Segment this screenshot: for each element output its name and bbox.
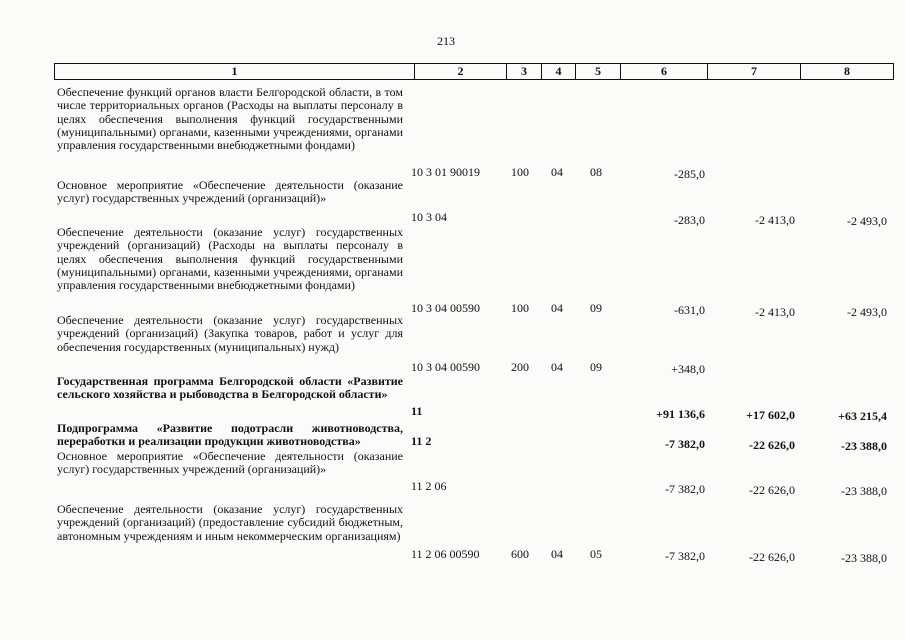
- row-col-5: 08: [590, 165, 602, 179]
- row-code: 11 2 06: [411, 479, 447, 493]
- header-col-5: 5: [576, 64, 621, 79]
- row-description: Основное мероприятие «Обеспечение деятельности (оказание услуг) государственных учреждений (организаций)»: [57, 178, 403, 206]
- row-description: Обеспечение деятельности (оказание услуг) государственных учреждений (организаций) (Закупка товаров, работ и услуг для обеспечения государственных (муниципальных) нужд): [57, 313, 403, 354]
- row-code: 10 3 01 90019: [411, 165, 480, 179]
- row-col-8: -23 388,0: [841, 439, 887, 453]
- row-col-6: -7 382,0: [665, 549, 705, 563]
- row-description: Обеспечение функций органов власти Белгородской области, в том числе территориальных органов (Расходы на выплаты персоналу в целях обеспечения выполнения функций государственными (муниципальными) органами, казенными учреждениями, органами управления государственными внебюджетными фондами): [57, 85, 403, 153]
- row-col-6: -283,0: [674, 213, 705, 227]
- row-col-3: 100: [511, 165, 529, 179]
- row-col-7: -2 413,0: [755, 213, 795, 227]
- header-col-7: 7: [708, 64, 801, 79]
- row-code: 11: [411, 404, 423, 418]
- row-col-8: -23 388,0: [841, 484, 887, 498]
- header-col-8: 8: [844, 64, 850, 78]
- page-number: 213: [437, 34, 455, 48]
- row-col-6: +348,0: [671, 362, 705, 376]
- row-col-8: -2 493,0: [847, 214, 887, 228]
- row-col-6: -7 382,0: [665, 437, 705, 451]
- row-col-7: -22 626,0: [749, 438, 795, 452]
- row-col-4: 04: [551, 301, 563, 315]
- row-description: Подпрограмма «Развитие подотрасли животноводства, переработки и реализации продукции животноводства»: [57, 421, 403, 449]
- row-col-4: 04: [551, 547, 563, 561]
- row-col-6: +91 136,6: [656, 407, 705, 421]
- header-col-1: 1: [55, 64, 415, 79]
- row-code: 10 3 04 00590: [411, 301, 480, 315]
- row-col-6: -631,0: [674, 303, 705, 317]
- row-description: Государственная программа Белгородской области «Развитие сельского хозяйства и рыбоводства в Белгородской области»: [57, 374, 403, 402]
- row-code: 11 2: [411, 434, 432, 448]
- header-col-2: 2: [415, 64, 507, 79]
- row-col-7: +17 602,0: [746, 408, 795, 422]
- row-col-3: 600: [511, 547, 529, 561]
- row-description: Основное мероприятие «Обеспечение деятельности (оказание услуг) государственных учреждений (организаций)»: [57, 449, 403, 477]
- row-col-7: -22 626,0: [749, 483, 795, 497]
- row-description: Обеспечение деятельности (оказание услуг) государственных учреждений (организаций) (предоставление субсидий бюджетным, автономным учреждениям и иным некоммерческим организациям): [57, 502, 403, 543]
- row-col-5: 09: [590, 360, 602, 374]
- header-col-3: 3: [507, 64, 542, 79]
- row-col-8: -23 388,0: [841, 551, 887, 565]
- header-col-6: 6: [621, 64, 708, 79]
- row-code: 10 3 04 00590: [411, 360, 480, 374]
- row-code: 11 2 06 00590: [411, 547, 480, 561]
- row-col-3: 200: [511, 360, 529, 374]
- row-col-7: -2 413,0: [755, 305, 795, 319]
- row-col-5: 09: [590, 301, 602, 315]
- row-col-6: -7 382,0: [665, 482, 705, 496]
- row-col-8: -2 493,0: [847, 305, 887, 319]
- row-code: 10 3 04: [411, 210, 447, 224]
- row-col-3: 100: [511, 301, 529, 315]
- row-col-4: 04: [551, 165, 563, 179]
- row-col-5: 05: [590, 547, 602, 561]
- table-header: [54, 63, 894, 80]
- row-col-8: +63 215,4: [838, 409, 887, 423]
- row-col-6: -285,0: [674, 167, 705, 181]
- row-col-7: -22 626,0: [749, 550, 795, 564]
- row-col-4: 04: [551, 360, 563, 374]
- row-description: Обеспечение деятельности (оказание услуг) государственных учреждений (организаций) (Расходы на выплаты персоналу в целях обеспечения выполнения функций государственными (муниципальными) органами, казенными учреждениями, органами управления государственными внебюджетными фондами): [57, 225, 403, 293]
- header-col-4: 4: [542, 64, 576, 79]
